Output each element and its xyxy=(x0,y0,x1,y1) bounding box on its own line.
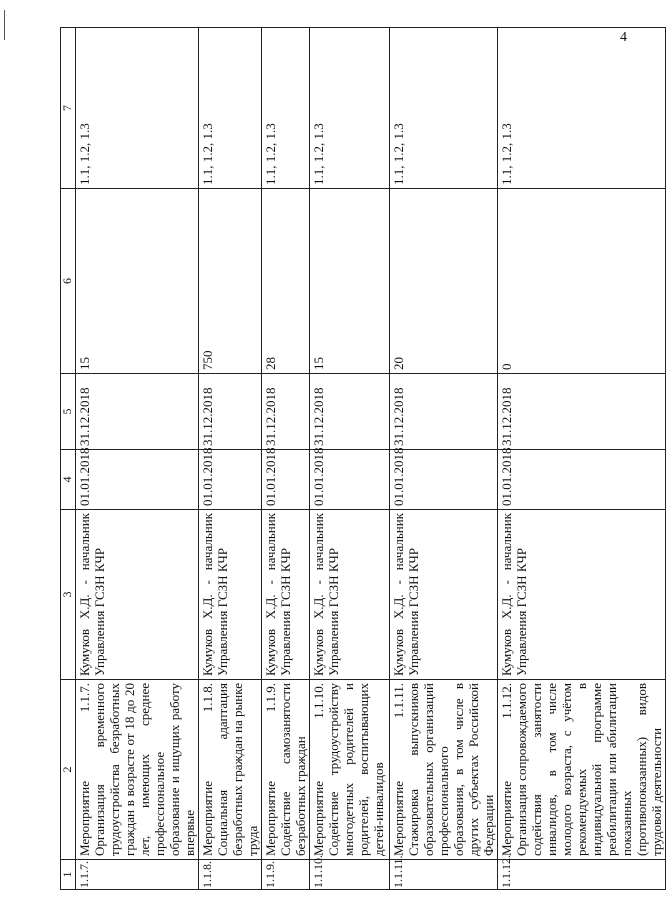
measures-table xyxy=(60,27,666,890)
target-value: 750 xyxy=(199,189,262,374)
responsible-person: Кумуков Х.Д. - начальник Управления ГСЗН КЧР xyxy=(498,510,666,680)
start-date: 01.01.2018 xyxy=(76,450,199,510)
indicators: 1.1, 1.2, 1.3 xyxy=(76,28,199,189)
end-date: 31.12.2018 xyxy=(310,374,390,450)
table-row xyxy=(498,28,666,890)
measure-description: Мероприятие 1.1.12. Организация сопровождаемого содействия занятости инвалидов, в том числе молодого возраста, с учётом рекомендуемых в индивидуальной программе реабилитации или абилитации показанных (противопоказанных) видов трудовой деятельности xyxy=(498,680,666,860)
indicators: 1.1, 1.2, 1.3 xyxy=(199,28,262,189)
start-date: 01.01.2018 xyxy=(390,450,498,510)
row-number: 1.1.12. xyxy=(498,860,666,890)
rotated-table-area xyxy=(60,28,664,890)
end-date: 31.12.2018 xyxy=(76,374,199,450)
row-number: 1.1.7. xyxy=(76,860,199,890)
measure-description: Мероприятие 1.1.7. Организация временного трудоустройства безработных граждан в возрасте от 18 до 20 лет, имеющих среднее профессиональное образование и ищущих работу впервые xyxy=(76,680,199,860)
measure-description: Мероприятие 1.1.8. Социальная адаптация безработных граждан на рынке труда xyxy=(199,680,262,860)
table-row xyxy=(199,28,262,890)
header-cell: 6 xyxy=(61,189,76,374)
margin-line xyxy=(4,10,5,40)
target-value: 15 xyxy=(310,189,390,374)
header-cell: 1 xyxy=(61,860,76,890)
target-value: 0 xyxy=(498,189,666,374)
indicators: 1.1, 1.2, 1.3 xyxy=(390,28,498,189)
end-date: 31.12.2018 xyxy=(199,374,262,450)
target-value: 28 xyxy=(262,189,310,374)
table-row xyxy=(390,28,498,890)
end-date: 31.12.2018 xyxy=(498,374,666,450)
table-row xyxy=(76,28,199,890)
row-number: 1.1.11. xyxy=(390,860,498,890)
table-row xyxy=(262,28,310,890)
header-cell: 4 xyxy=(61,450,76,510)
row-number: 1.1.8. xyxy=(199,860,262,890)
responsible-person: Кумуков Х.Д. - начальник Управления ГСЗН КЧР xyxy=(76,510,199,680)
responsible-person: Кумуков Х.Д. - начальник Управления ГСЗН КЧР xyxy=(262,510,310,680)
header-cell: 2 xyxy=(61,680,76,860)
start-date: 01.01.2018 xyxy=(199,450,262,510)
header-cell: 7 xyxy=(61,28,76,189)
start-date: 01.01.2018 xyxy=(310,450,390,510)
row-number: 1.1.10. xyxy=(310,860,390,890)
target-value: 15 xyxy=(76,189,199,374)
responsible-person: Кумуков Х.Д. - начальник Управления ГСЗН КЧР xyxy=(310,510,390,680)
header-row xyxy=(61,28,76,890)
row-number: 1.1.9. xyxy=(262,860,310,890)
responsible-person: Кумуков Х.Д. - начальник Управления ГСЗН КЧР xyxy=(390,510,498,680)
end-date: 31.12.2018 xyxy=(262,374,310,450)
indicators: 1.1, 1.2, 1.3 xyxy=(262,28,310,189)
table-row xyxy=(310,28,390,890)
indicators: 1.1, 1.2, 1.3 xyxy=(310,28,390,189)
page-number: 4 xyxy=(620,30,627,45)
header-cell: 5 xyxy=(61,374,76,450)
end-date: 31.12.2018 xyxy=(390,374,498,450)
header-cell: 3 xyxy=(61,510,76,680)
measure-description: Мероприятие 1.1.9. Содействие самозанятости безработных граждан xyxy=(262,680,310,860)
target-value: 20 xyxy=(390,189,498,374)
start-date: 01.01.2018 xyxy=(498,450,666,510)
measure-description: Мероприятие 1.1.11. Стажировка выпускников образовательных организаций профессионального образования, в том числе в других субъектах Российской Федерации xyxy=(390,680,498,860)
measure-description: Мероприятие 1.1.10. Содействие трудоустройству многодетных родителей и родителей, воспитывающих детей-инвалидов xyxy=(310,680,390,860)
responsible-person: Кумуков Х.Д. - начальник Управления ГСЗН КЧР xyxy=(199,510,262,680)
indicators: 1.1, 1.2, 1.3 xyxy=(498,28,666,189)
start-date: 01.01.2018 xyxy=(262,450,310,510)
